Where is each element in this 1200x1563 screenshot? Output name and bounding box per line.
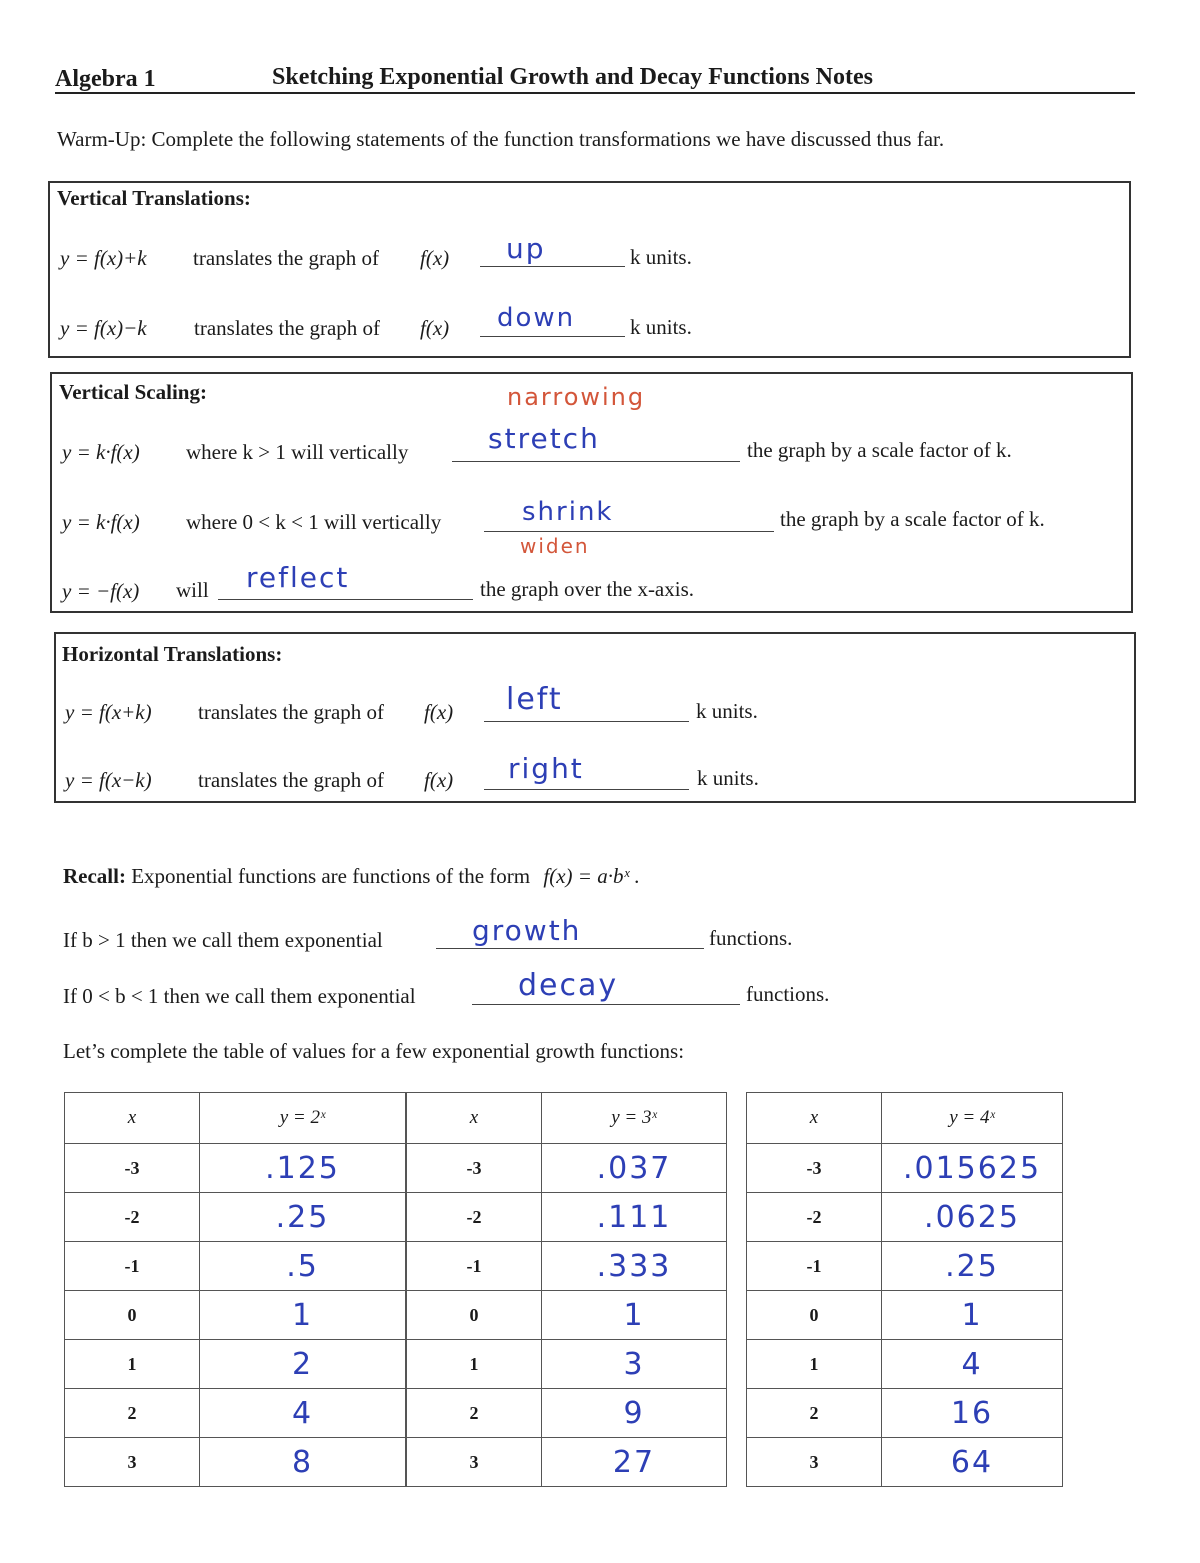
- ht-row1-answer: left: [506, 682, 563, 717]
- y-value-cell: 1: [200, 1291, 406, 1340]
- table-row: [407, 1291, 727, 1340]
- x-value-cell: -3: [65, 1144, 200, 1193]
- vt-row2-suffix: k units.: [630, 315, 692, 339]
- table-row: [407, 1438, 727, 1487]
- table-row: [747, 1438, 1063, 1487]
- x-value-cell: -2: [65, 1193, 200, 1242]
- vertical-translations-title: Vertical Translations:: [57, 186, 251, 210]
- table-row: [407, 1340, 727, 1389]
- vt-row2-fx: f(x): [420, 316, 450, 340]
- table-row: [407, 1389, 727, 1438]
- table-header-y: y = 4ˣ: [882, 1093, 1063, 1144]
- vt-row1-answer: up: [506, 232, 546, 265]
- vt-row1-blank: [480, 266, 625, 267]
- table-row: [747, 1193, 1063, 1242]
- vs-row3-text: will: [176, 578, 209, 602]
- page-title: Sketching Exponential Growth and Decay Functions Notes: [272, 64, 873, 90]
- vs-row3-expr: y = −f(x): [62, 579, 140, 603]
- y-value-cell: .333: [542, 1242, 727, 1291]
- ht-row2-blank: [484, 789, 689, 790]
- y-value-cell: .037: [542, 1144, 727, 1193]
- vt-row2-text: translates the graph of: [194, 316, 381, 340]
- ht-row2-fx: f(x): [424, 768, 454, 792]
- x-value-cell: -1: [407, 1242, 542, 1291]
- x-value-cell: 2: [747, 1389, 882, 1438]
- x-value-cell: 1: [747, 1340, 882, 1389]
- vt-row1-fx: f(x): [420, 246, 450, 270]
- y-value-cell: 4: [882, 1340, 1063, 1389]
- x-value-cell: -1: [65, 1242, 200, 1291]
- table-row: [747, 1144, 1063, 1193]
- recall-text: Exponential functions are functions of the form: [131, 864, 531, 888]
- y-value-cell: 1: [882, 1291, 1063, 1340]
- y-value-cell: .25: [882, 1242, 1063, 1291]
- table-header-x: x: [407, 1093, 542, 1144]
- vs-row1-note: narrowing: [507, 383, 646, 411]
- ht-row1-blank: [484, 721, 689, 722]
- table-row: [65, 1291, 406, 1340]
- table-header-x: x: [65, 1093, 200, 1144]
- vs-row2-blank: [484, 531, 774, 532]
- table-intro: Let’s complete the table of values for a few exponential growth functions:: [63, 1039, 685, 1063]
- growth-blank: [436, 948, 704, 949]
- vs-row1-suffix: the graph by a scale factor of k.: [747, 438, 1012, 462]
- table-row: [65, 1389, 406, 1438]
- table-row: [747, 1389, 1063, 1438]
- x-value-cell: -2: [747, 1193, 882, 1242]
- decay-blank: [472, 1004, 740, 1005]
- y-value-cell: 9: [542, 1389, 727, 1438]
- vertical-scaling-title: Vertical Scaling:: [59, 380, 207, 404]
- values-table-1: [64, 1092, 406, 1487]
- y-value-cell: .125: [200, 1144, 406, 1193]
- vs-row2-suffix: the graph by a scale factor of k.: [780, 507, 1045, 531]
- x-value-cell: 1: [407, 1340, 542, 1389]
- vs-row2-note: widen: [520, 534, 590, 558]
- vt-row2-expr: y = f(x)−k: [60, 316, 147, 340]
- table-row: [407, 1242, 727, 1291]
- x-value-cell: -3: [407, 1144, 542, 1193]
- vs-row1-blank: [452, 461, 740, 462]
- values-table-2: [406, 1092, 727, 1487]
- x-value-cell: 0: [747, 1291, 882, 1340]
- vt-row1-expr: y = f(x)+k: [60, 246, 147, 270]
- x-value-cell: 3: [65, 1438, 200, 1487]
- y-value-cell: 2: [200, 1340, 406, 1389]
- y-value-cell: 3: [542, 1340, 727, 1389]
- recall-statement: [63, 864, 640, 889]
- y-value-cell: 4: [200, 1389, 406, 1438]
- ht-row2-answer: right: [508, 752, 584, 785]
- y-value-cell: .0625: [882, 1193, 1063, 1242]
- table-header-x: x: [747, 1093, 882, 1144]
- y-value-cell: 1: [542, 1291, 727, 1340]
- decay-suffix: functions.: [746, 982, 830, 1006]
- ht-row1-text: translates the graph of: [198, 700, 385, 724]
- vs-row1-answer: stretch: [488, 422, 600, 455]
- x-value-cell: 3: [407, 1438, 542, 1487]
- x-value-cell: 3: [747, 1438, 882, 1487]
- table-header-y: y = 2ˣ: [200, 1093, 406, 1144]
- vs-row3-blank: [218, 599, 473, 600]
- vt-row2-answer: down: [497, 303, 576, 333]
- vt-row1-text: translates the graph of: [193, 246, 380, 270]
- growth-prefix: If b > 1 then we call them exponential: [63, 928, 383, 952]
- ht-row2-suffix: k units.: [697, 766, 759, 790]
- recall-form: f(x) = a·bˣ .: [543, 864, 640, 888]
- table-row: [407, 1193, 727, 1242]
- vs-row2-text: where 0 < k < 1 will vertically: [186, 510, 442, 534]
- vt-row2-blank: [480, 336, 625, 337]
- course-label: Algebra 1: [55, 66, 156, 92]
- header-rule: [55, 92, 1135, 94]
- table-row: [65, 1438, 406, 1487]
- x-value-cell: -1: [747, 1242, 882, 1291]
- vs-row2-expr: y = k·f(x): [62, 510, 140, 534]
- table-row: [65, 1193, 406, 1242]
- table-row: [747, 1242, 1063, 1291]
- x-value-cell: 0: [407, 1291, 542, 1340]
- table-header-row: [747, 1093, 1063, 1144]
- values-table-3: [746, 1092, 1063, 1487]
- table-header-y: y = 3ˣ: [542, 1093, 727, 1144]
- vt-row1-suffix: k units.: [630, 245, 692, 269]
- x-value-cell: -3: [747, 1144, 882, 1193]
- table-row: [407, 1144, 727, 1193]
- y-value-cell: .5: [200, 1242, 406, 1291]
- y-value-cell: 27: [542, 1438, 727, 1487]
- x-value-cell: 0: [65, 1291, 200, 1340]
- table-row: [65, 1144, 406, 1193]
- recall-label: Recall:: [63, 864, 126, 888]
- vs-row1-text: where k > 1 will vertically: [186, 440, 409, 464]
- warmup-instructions: Warm-Up: Complete the following statements of the function transformations we have discussed thus far.: [57, 127, 945, 151]
- ht-row2-expr: y = f(x−k): [65, 768, 152, 792]
- x-value-cell: 1: [65, 1340, 200, 1389]
- table-row: [65, 1242, 406, 1291]
- y-value-cell: .015625: [882, 1144, 1063, 1193]
- y-value-cell: .25: [200, 1193, 406, 1242]
- decay-answer: decay: [518, 968, 619, 1003]
- vs-row2-answer: shrink: [522, 497, 614, 527]
- table-header-row: [65, 1093, 406, 1144]
- horizontal-translations-title: Horizontal Translations:: [62, 642, 283, 666]
- ht-row1-fx: f(x): [424, 700, 454, 724]
- y-value-cell: 8: [200, 1438, 406, 1487]
- x-value-cell: -2: [407, 1193, 542, 1242]
- x-value-cell: 2: [65, 1389, 200, 1438]
- growth-suffix: functions.: [709, 926, 793, 950]
- table-row: [65, 1340, 406, 1389]
- ht-row1-suffix: k units.: [696, 699, 758, 723]
- table-row: [747, 1340, 1063, 1389]
- ht-row2-text: translates the graph of: [198, 768, 385, 792]
- x-value-cell: 2: [407, 1389, 542, 1438]
- growth-answer: growth: [472, 914, 582, 947]
- vs-row3-suffix: the graph over the x-axis.: [480, 577, 695, 601]
- ht-row1-expr: y = f(x+k): [65, 700, 152, 724]
- y-value-cell: 64: [882, 1438, 1063, 1487]
- vs-row3-answer: reflect: [246, 561, 350, 594]
- y-value-cell: 16: [882, 1389, 1063, 1438]
- decay-prefix: If 0 < b < 1 then we call them exponential: [63, 984, 416, 1008]
- y-value-cell: .111: [542, 1193, 727, 1242]
- table-row: [747, 1291, 1063, 1340]
- vs-row1-expr: y = k·f(x): [62, 440, 140, 464]
- table-header-row: [407, 1093, 727, 1144]
